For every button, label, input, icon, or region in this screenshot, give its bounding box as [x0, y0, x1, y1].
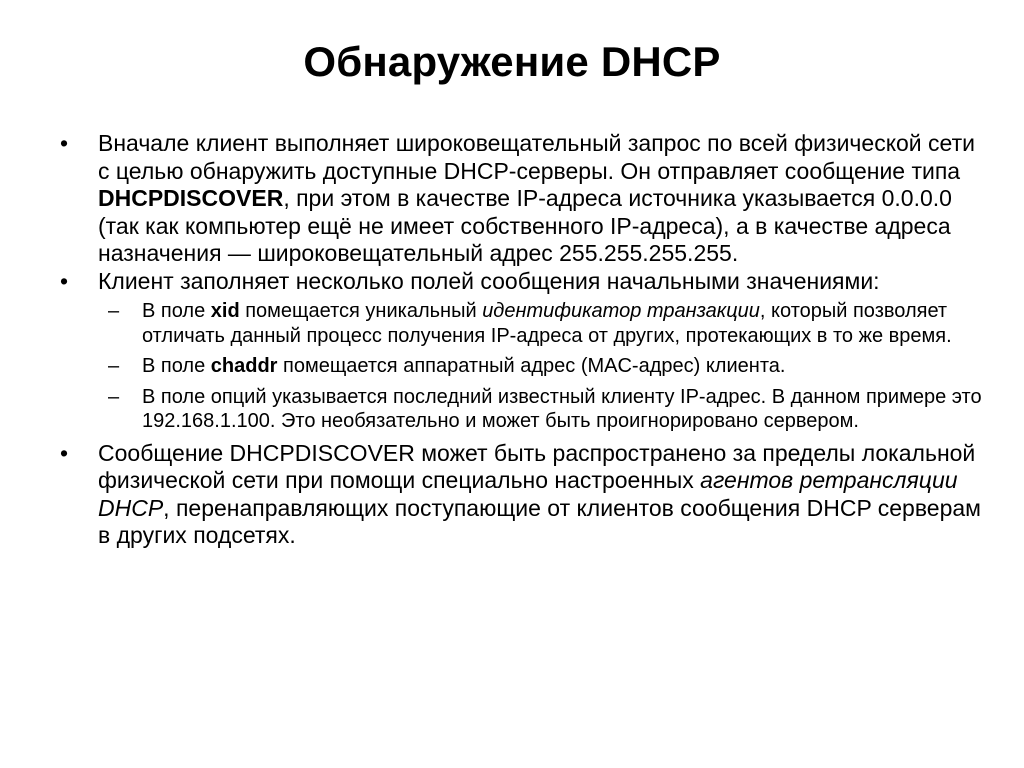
bullet-initial-fields	[60, 268, 990, 296]
sub-text: В поле xid помещается уникальный идентификатор транзакции, который позволяет отличать данный процесс получения IP-адреса от других, протекающих в то же время.	[142, 300, 952, 347]
bullet-marker: •	[60, 267, 69, 294]
sub-marker: –	[108, 300, 120, 322]
slide-title: Обнаружение DHCP	[303, 38, 721, 85]
sub-list-fields	[60, 299, 990, 434]
bullet-dhcpdiscover-broadcast	[60, 130, 990, 268]
bullet-marker: •	[60, 439, 69, 466]
sub-text: В поле опций указывается последний известный клиенту IP-адрес. В данном примере это 192.168.1.100. Это необязательно и может быть проигнорировано сервером.	[142, 385, 982, 432]
slide-content	[60, 130, 990, 550]
bullet-text: Сообщение DHCPDISCOVER может быть распространено за пределы локальной физической сети при помощи специально настроенных агентов ретрансляции DHCP, перенаправляющих поступающие от клиентов сообщения DHCP серверам в других подсетях.	[98, 439, 981, 548]
sub-text: В поле chaddr помещается аппаратный адрес (MAC-адрес) клиента.	[142, 355, 786, 377]
bullet-text: Клиент заполняет несколько полей сообщения начальными значениями:	[98, 267, 880, 294]
bullet-text: Вначале клиент выполняет широковещательный запрос по всей физической сети с целью обнаружить доступные DHCP-серверы. Он отправляет сообщение типа DHCPDISCOVER, при этом в качестве IP-адреса источника указывается 0.0.0.0 (так как компьютер ещё не имеет собственного IP-адреса), а в качестве адреса назначения — широковещательный адрес 255.255.255.255.	[98, 130, 975, 266]
sub-item-chaddr	[108, 354, 990, 379]
bullet-marker: •	[60, 130, 69, 156]
sub-marker: –	[108, 385, 120, 408]
sub-item-xid	[108, 299, 990, 348]
bullet-relay-agents	[60, 440, 990, 550]
sub-item-options	[108, 385, 990, 434]
sub-marker: –	[108, 355, 120, 377]
